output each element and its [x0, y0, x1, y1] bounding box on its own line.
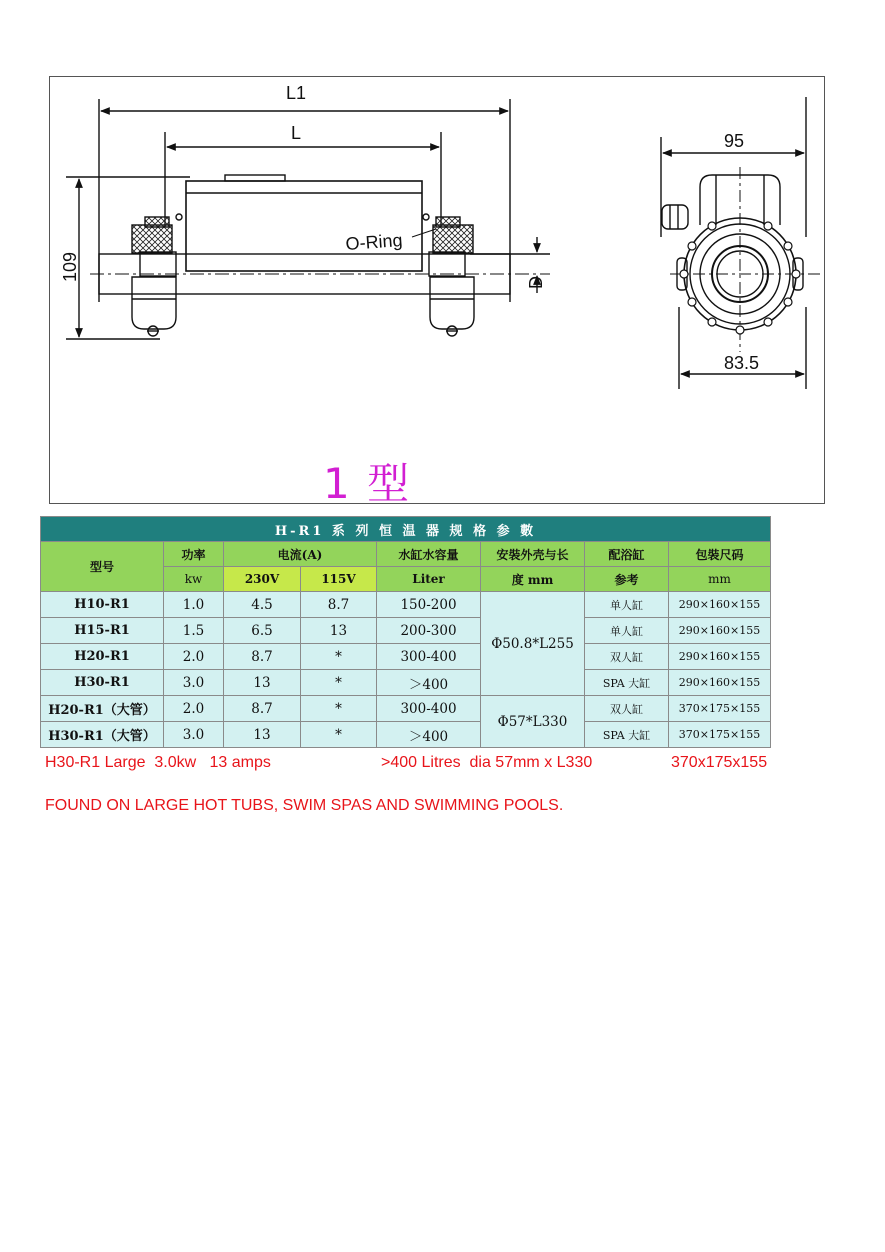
- header-volume-unit: Liter: [377, 567, 481, 592]
- cell-liter: 200-300: [377, 618, 481, 644]
- header-current: 电流(A): [224, 542, 377, 567]
- cell-pack: 290×160×155: [669, 618, 771, 644]
- table-row: [41, 696, 771, 722]
- cell-pack: 290×160×155: [669, 592, 771, 618]
- table-title: H-R1 系 列 恒 温 器 规 格 参 數: [41, 517, 771, 542]
- header-install-unit: 度 mm: [481, 567, 585, 592]
- cell-fit: 双人缸: [585, 696, 669, 722]
- cell-230v: 8.7: [224, 644, 301, 670]
- cell-230v: 8.7: [224, 696, 301, 722]
- table-row: [41, 644, 771, 670]
- cell-model: H30-R1（大管）: [41, 722, 164, 748]
- table-row: [41, 618, 771, 644]
- cell-115v: *: [301, 644, 377, 670]
- cell-kw: 2.0: [164, 644, 224, 670]
- cell-kw: 3.0: [164, 670, 224, 696]
- cell-fit: 双人缸: [585, 644, 669, 670]
- note-pack-size: 370x175x155: [671, 754, 768, 771]
- cell-liter: 300-400: [377, 644, 481, 670]
- header-install: 安裝外壳与长: [481, 542, 585, 567]
- cell-model: H20-R1: [41, 644, 164, 670]
- cell-pack: 370×175×155: [669, 696, 771, 722]
- heater-diagram: [50, 77, 826, 505]
- cell-230v: 13: [224, 722, 301, 748]
- dim-diameter-label: 83.5: [724, 353, 760, 373]
- header-power-unit: kw: [164, 567, 224, 592]
- header-fit: 配浴缸: [585, 542, 669, 567]
- cell-pack: 290×160×155: [669, 670, 771, 696]
- cell-230v: 4.5: [224, 592, 301, 618]
- cell-115v: *: [301, 696, 377, 722]
- cell-fit: SPA 大缸: [585, 670, 669, 696]
- model-type-label: 1 型: [323, 459, 412, 508]
- cell-115v: *: [301, 670, 377, 696]
- cell-liter: ＞400: [377, 670, 481, 696]
- cell-install-group-1: Φ50.8*L255: [481, 592, 585, 696]
- dim-d-label: D: [526, 276, 546, 289]
- cell-install-group-2: Φ57*L330: [481, 696, 585, 748]
- cell-115v: *: [301, 722, 377, 748]
- cell-model: H20-R1（大管）: [41, 696, 164, 722]
- oring-label: O-Ring: [344, 230, 404, 254]
- dim-l-label: L: [291, 123, 302, 143]
- cell-230v: 6.5: [224, 618, 301, 644]
- cell-fit: SPA 大缸: [585, 722, 669, 748]
- dim-width-label: 95: [724, 131, 745, 151]
- cell-230v: 13: [224, 670, 301, 696]
- cell-115v: 13: [301, 618, 377, 644]
- cell-liter: ＞400: [377, 722, 481, 748]
- header-power: 功率: [164, 542, 224, 567]
- header-model: 型号: [41, 542, 164, 592]
- side-view: [66, 99, 550, 339]
- large-model-note: [45, 754, 805, 776]
- cell-kw: 1.0: [164, 592, 224, 618]
- header-115v: 115V: [301, 567, 377, 592]
- header-pack-unit: mm: [669, 567, 771, 592]
- cell-kw: 2.0: [164, 696, 224, 722]
- cell-pack: 290×160×155: [669, 644, 771, 670]
- cell-model: H15-R1: [41, 618, 164, 644]
- usage-note: FOUND ON LARGE HOT TUBS, SWIM SPAS AND SWIMMING POOLS.: [45, 797, 564, 814]
- spec-table: [40, 516, 771, 748]
- cell-fit: 单人缸: [585, 618, 669, 644]
- table-row: [41, 592, 771, 618]
- cell-model: H30-R1: [41, 670, 164, 696]
- header-pack: 包裝尺码: [669, 542, 771, 567]
- cell-kw: 1.5: [164, 618, 224, 644]
- table-row: [41, 722, 771, 748]
- cell-fit: 单人缸: [585, 592, 669, 618]
- cell-kw: 3.0: [164, 722, 224, 748]
- dim-height-label: 109: [60, 251, 80, 282]
- header-fit-ref: 参考: [585, 567, 669, 592]
- note-volume-size: >400 Litres dia 57mm x L330: [381, 754, 593, 771]
- header-230v: 230V: [224, 567, 301, 592]
- cell-115v: 8.7: [301, 592, 377, 618]
- cell-liter: 150-200: [377, 592, 481, 618]
- technical-drawing: [49, 76, 825, 508]
- table-row: [41, 670, 771, 696]
- note-model-power: H30-R1 Large 3.0kw 13 amps: [45, 754, 271, 771]
- dim-l1-label: L1: [286, 83, 307, 103]
- cell-pack: 370×175×155: [669, 722, 771, 748]
- cell-liter: 300-400: [377, 696, 481, 722]
- cell-model: H10-R1: [41, 592, 164, 618]
- header-volume: 水缸水容量: [377, 542, 481, 567]
